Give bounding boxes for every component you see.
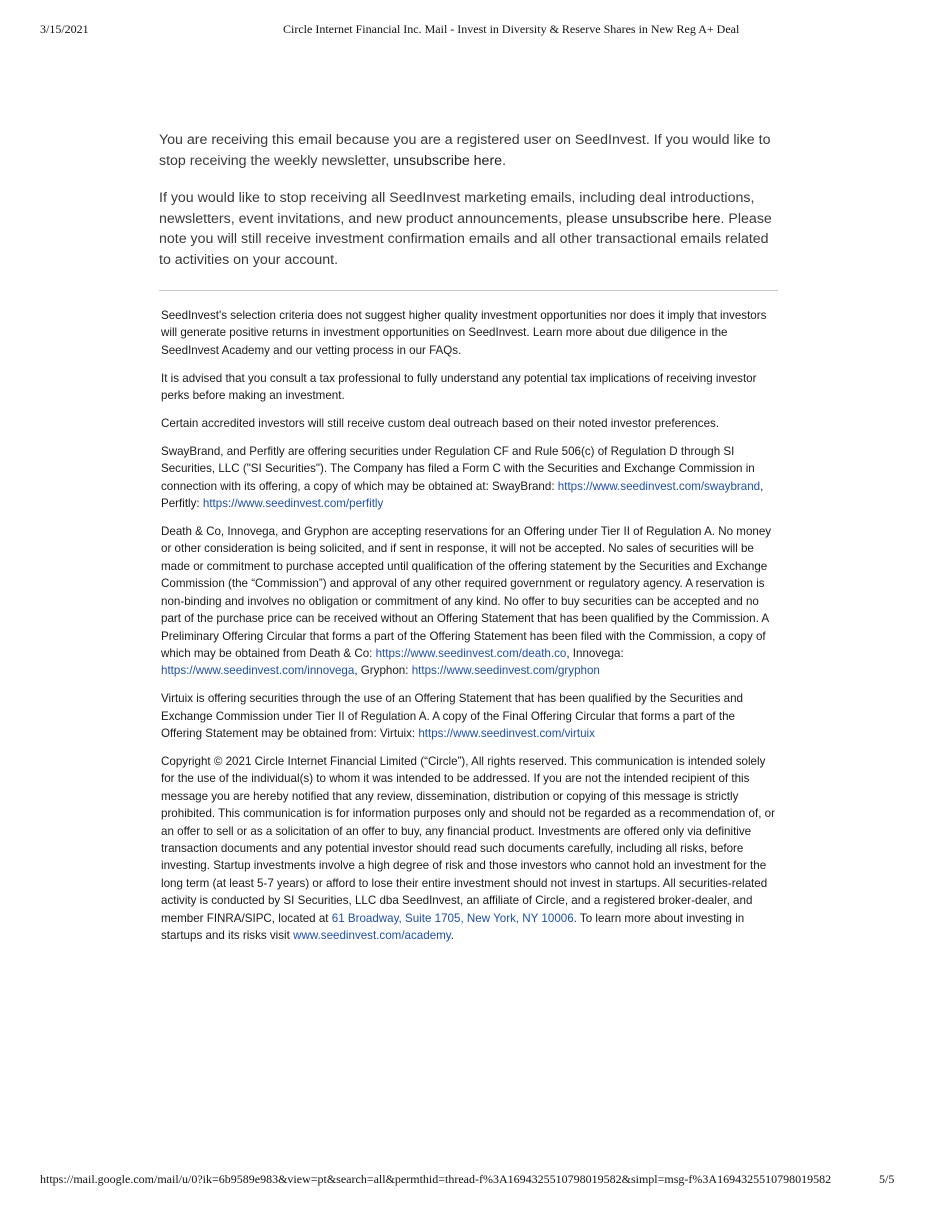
copyright-paragraph (161, 753, 779, 944)
death-co-link[interactable]: https://www.seedinvest.com/death.co (375, 646, 567, 660)
print-url: https://mail.google.com/mail/u/0?ik=6b9589e983&view=pt&search=all&permthid=thread-f%3A1694325510798019582&simpl=msg-f%3A1694325510798019582 (40, 1172, 832, 1186)
intro-text-2: If you would like to stop receiving all SeedInvest marketing emails, including deal introductions, newsletters, event invitations, and new product announcements, please (159, 190, 755, 227)
swaybrand-link[interactable]: https://www.seedinvest.com/swaybrand (557, 479, 761, 493)
unsubscribe-all-link[interactable]: unsubscribe here (611, 210, 721, 227)
print-title: Circle Internet Financial Inc. Mail - Invest in Diversity & Reserve Shares in New Reg A+ Deal (283, 22, 740, 36)
print-header (0, 22, 934, 40)
page-number: 5/5 (879, 1172, 895, 1186)
print-footer (0, 1172, 934, 1190)
unsubscribe-newsletter-link[interactable]: unsubscribe here (393, 152, 503, 169)
reg-cf-mid: , Perfitly: (161, 479, 764, 511)
reg-a-text: Death & Co, Innovega, and Gryphon are accepting reservations for an Offering under Tier II of Regulation A. No money or other consideration is being solicited, and if sent in response, it will not be accepted. No sales of securities will be made or commitment to purchase accepted until qualification of the offering statement by the Securities and Exchange Commission (the “Commission”) and approval of any other required government or regulatory agency. A reservation is non-binding and involves no obligation or commitment of any kind. No offer to buy securities can be accepted and no part of the purchase price can be received without an Offering Statement that has been qualified by the Commission. A Preliminary Offering Circular that forms a part of the Offering Statement has been filed with the Commission, a copy of which may be obtained from Death & Co: (161, 525, 772, 660)
tax-advice-paragraph: It is advised that you consult a tax professional to fully understand any potential tax implications of receiving investor perks before making an investment. (161, 371, 757, 403)
marketing-unsubscribe-paragraph (159, 188, 779, 270)
print-date: 3/15/2021 (40, 22, 89, 36)
reg-a-mid-2: , Gryphon: (354, 664, 412, 678)
newsletter-unsubscribe-paragraph (159, 130, 779, 171)
intro-section (159, 130, 779, 287)
legal-disclaimer-section (161, 307, 779, 955)
copyright-end: . (450, 929, 454, 942)
copyright-mid: . To learn more about investing in startups and its risks visit (161, 911, 745, 942)
perfitly-link[interactable]: https://www.seedinvest.com/perfitly (202, 497, 384, 511)
reg-a-reservation-paragraph (161, 523, 779, 680)
academy-link[interactable]: www.seedinvest.com/academy (293, 929, 451, 942)
intro-end-2: . Please note you will still receive investment confirmation emails and all other transactional emails related to activities on your account. (159, 210, 772, 268)
reg-cf-paragraph (161, 443, 779, 513)
copyright-text: Copyright © 2021 Circle Internet Financial Limited (“Circle”), All rights reserved. This communication is intended solely for the use of the individual(s) to whom it was intended to be addressed. If you are not the intended recipient of this message you are hereby notified that any review, dissemination, distribution or copying of this message is strictly prohibited. This communication is for information purposes only and should not be regarded as a recommendation of, or an offer to sell or as a solicitation of an offer to buy, any financial product. Investments are offered only via definitive transaction documents and any potential investor should read such documents carefully, including all risks, before investing. Startup investments involve a high degree of risk and those investors who cannot hold an investment for the long term (at least 5-7 years) or afford to lose their entire investment should not invest in startups. All securities-related activity is conducted by SI Securities, LLC dba SeedInvest, an affiliate of Circle, and a registered broker-dealer, and member FINRA/SIPC, located at (161, 754, 775, 925)
virtuix-text: Virtuix is offering securities through the use of an Offering Statement that has been qualified by the Securities and Exchange Commission under Tier II of Regulation A. A copy of the Final Offering Circular that forms a part of the Offering Statement may be obtained from: Virtuix: (161, 692, 743, 741)
reg-a-mid-1: , Innovega: (566, 646, 624, 660)
gryphon-link[interactable]: https://www.seedinvest.com/gryphon (411, 664, 600, 678)
divider (159, 290, 778, 291)
selection-criteria-paragraph: SeedInvest's selection criteria does not suggest higher quality investment opportunities nor does it imply that investors will generate positive returns in investment opportunities on SeedInvest. Learn more about due diligence in the SeedInvest Academy and our vetting process in our FAQs. (161, 309, 767, 357)
address-link[interactable]: 61 Broadway, Suite 1705, New York, NY 10006 (331, 911, 574, 925)
innovega-link[interactable]: https://www.seedinvest.com/innovega (161, 664, 355, 678)
intro-end-1: . (502, 152, 507, 169)
virtuix-link[interactable]: https://www.seedinvest.com/virtuix (418, 727, 595, 741)
accredited-investors-paragraph: Certain accredited investors will still receive custom deal outreach based on their noted investor preferences. (161, 417, 720, 431)
intro-text-1: You are receiving this email because you are a registered user on SeedInvest. If you would like to stop receiving the weekly newsletter, (159, 132, 771, 169)
reg-cf-text: SwayBrand, and Perfitly are offering securities under Regulation CF and Rule 506(c) of Regulation D through SI Securities, LLC ("SI Securities"). The Company has filed a Form C with the Securities and Exchange Commission in connection with its offering, a copy of which may be obtained at: SwayBrand: (161, 444, 755, 493)
virtuix-paragraph (161, 690, 779, 742)
